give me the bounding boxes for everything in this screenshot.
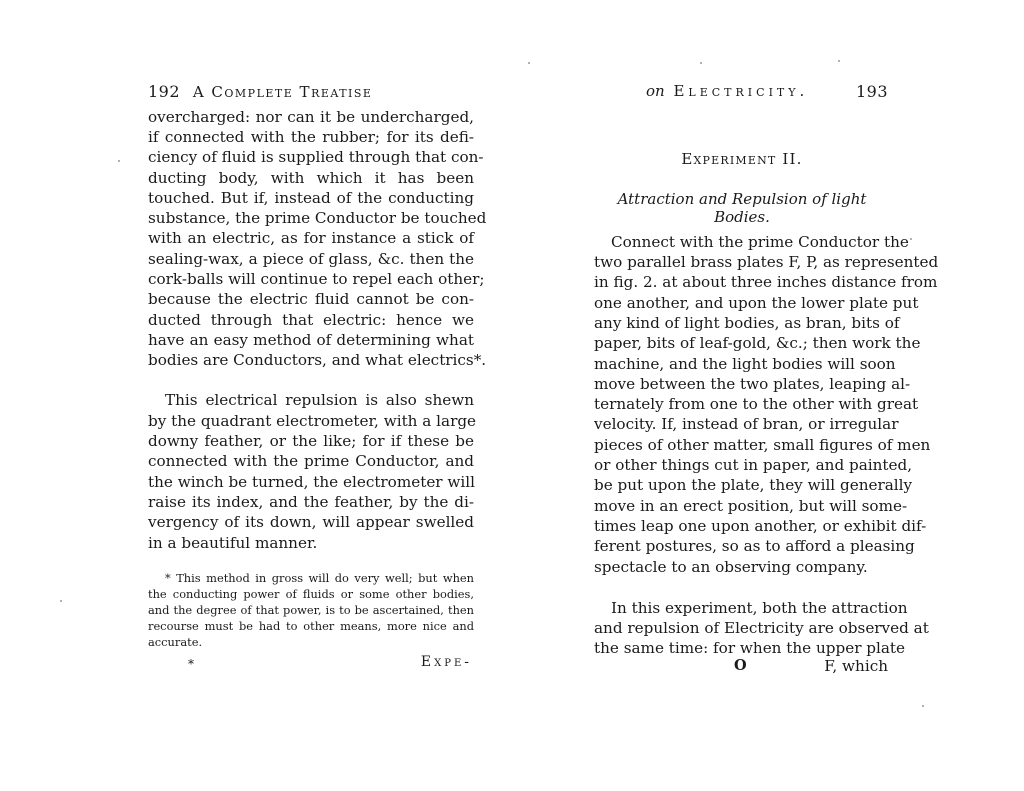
text-line: vergency of its down, will appear swelled [148, 513, 474, 531]
last-line-tail: F, which [824, 657, 888, 675]
text-line: downy feather, or the like; for if these be [148, 432, 474, 450]
text-line: one another, and upon the lower plate put [594, 294, 919, 312]
text-line: and repulsion of Electricity are observed at [594, 619, 929, 637]
text-line: ferent postures, so as to afford a pleasing [594, 537, 915, 555]
text-line: Connect with the prime Conductor the [611, 233, 909, 251]
text-line: because the electric fluid cannot be con- [148, 290, 474, 308]
footnote-line: * This method in gross will do very well; but when [165, 571, 474, 585]
text-line: bodies are Conductors, and what electrics*. [148, 351, 487, 369]
footnote-line: accurate. [148, 635, 203, 649]
text-line: spectacle to an observing company. [594, 558, 868, 576]
text-line: ducting body, with which it has been [148, 169, 474, 187]
text-line: sealing-wax, a piece of glass, &c. then the [148, 250, 474, 268]
text-line: touched. But if, instead of the conducting [148, 189, 474, 207]
text-line: be put upon the plate, they will generally [594, 476, 913, 494]
text-line: move in an erect position, but will some- [594, 497, 908, 515]
text-line: connected with the prime Conductor, and [148, 452, 474, 470]
text-line: if connected with the rubber; for its defi- [148, 128, 474, 146]
experiment-title: Experiment II. [681, 150, 803, 168]
page-number-left: 192 [148, 82, 181, 101]
text-line: have an easy method of determining what [148, 331, 474, 349]
scan-speck [700, 62, 702, 64]
text-line: machine, and the light bodies will soon [594, 355, 896, 373]
text-line: with an electric, as for instance a stick of [148, 229, 474, 247]
text-line: ciency of fluid is supplied through that con- [148, 148, 484, 166]
text-line: move between the two plates, leaping al- [594, 375, 911, 393]
text-line: any kind of light bodies, as bran, bits of [594, 314, 900, 332]
signature-letter: O [734, 657, 747, 674]
scan-speck [60, 600, 62, 602]
scan-speck [838, 60, 840, 62]
catchword: Expe- [420, 654, 472, 670]
text-line: two parallel brass plates F, P, as represented [594, 253, 939, 271]
running-head-right [646, 82, 890, 104]
footnote-line: recourse must be had to other means, more nice and [148, 619, 474, 633]
text-line: substance, the prime Conductor be touched [148, 209, 487, 227]
text-line: raise its index, and the feather, by the di- [148, 493, 474, 511]
running-head-left [148, 82, 372, 104]
scan-speck [528, 62, 530, 64]
scan-speck [910, 238, 912, 240]
footnote-line: the conducting power of fluids or some other bodies, [148, 587, 474, 601]
footnote-line: and the degree of that power, is to be ascertained, then [148, 603, 474, 617]
scan-speck [118, 160, 120, 162]
running-head-title: A Complete Treatise [192, 83, 373, 101]
text-line: pieces of other matter, small figures of men [594, 436, 931, 454]
text-line: by the quadrant electrometer, with a large [148, 412, 477, 430]
text-line: overcharged: nor can it be undercharged, [148, 108, 474, 126]
text-line: the winch be turned, the electrometer will [148, 473, 475, 491]
text-line: in fig. 2. at about three inches distance from [594, 273, 938, 291]
experiment-subtitle: Attraction and Repulsion of light Bodies. [617, 190, 867, 226]
running-head-prefix: on [646, 82, 665, 100]
text-line: velocity. If, instead of bran, or irregular [594, 415, 899, 433]
text-line: In this experiment, both the attraction [611, 599, 908, 617]
text-line: in a beautiful manner. [148, 534, 318, 552]
running-head-title: Electricity. [673, 82, 809, 100]
text-line: ternately from one to the other with great [594, 395, 919, 413]
text-line: the same time: for when the upper plate [594, 639, 906, 657]
text-line: times leap one upon another, or exhibit dif- [594, 517, 927, 535]
text-line: This electrical repulsion is also shewn [165, 391, 474, 409]
scan-speck [922, 705, 924, 707]
text-line: ducted through that electric: hence we [148, 311, 474, 329]
text-line: paper, bits of leaf-gold, &c.; then work the [594, 334, 921, 352]
text-line: or other things cut in paper, and painted, [594, 456, 913, 474]
page-number-right: 193 [855, 82, 888, 101]
text-line: cork-balls will continue to repel each other; [148, 270, 485, 288]
signature-mark: * [188, 657, 194, 671]
